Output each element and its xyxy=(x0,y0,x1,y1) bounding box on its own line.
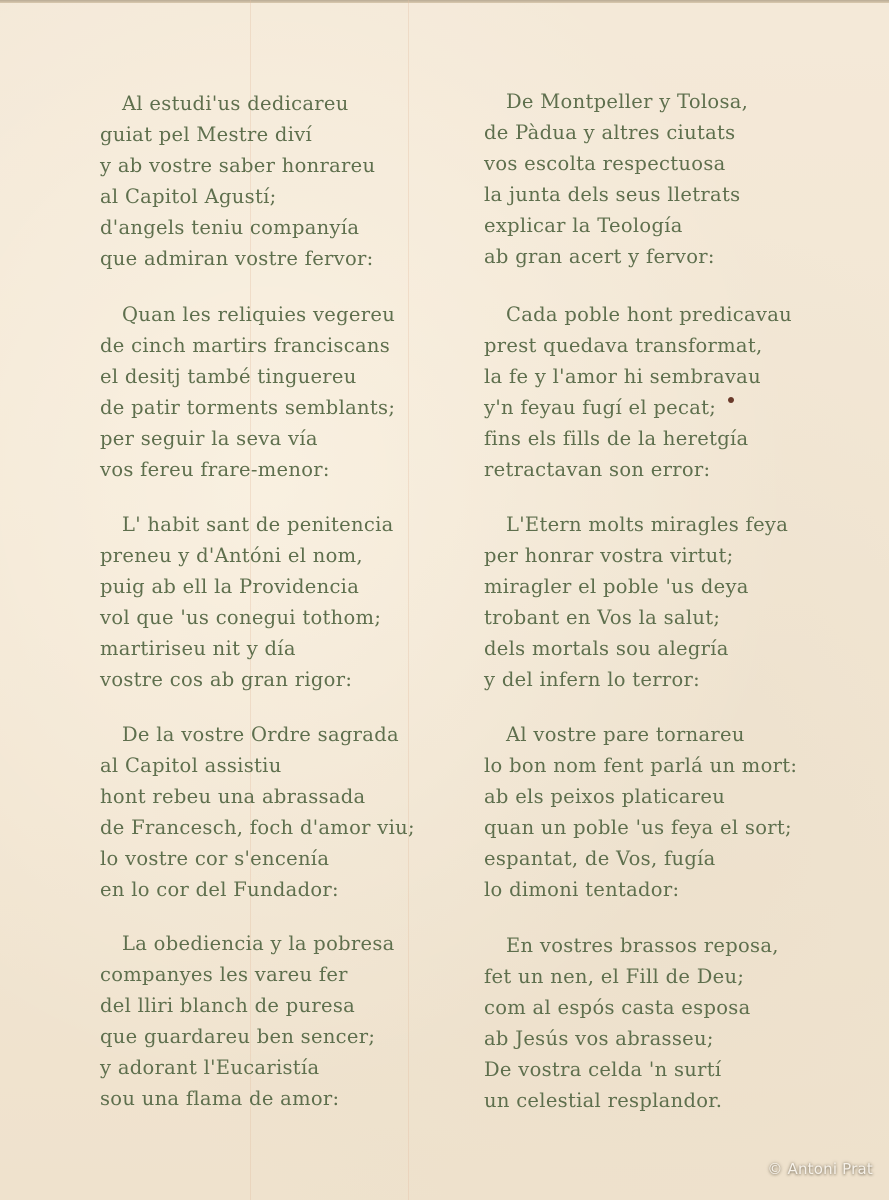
verse-line: miragler el poble 'us deya xyxy=(484,575,749,598)
verse-line: un celestial resplandor. xyxy=(484,1089,723,1112)
verse-line: ab els peixos platicareu xyxy=(484,785,726,808)
verse-line: companyes les vareu fer xyxy=(100,963,348,986)
verse-line: vos escolta respectuosa xyxy=(484,152,726,175)
verse-line: De la vostre Ordre sagrada xyxy=(122,723,399,746)
verse-line: vos fereu frare-menor: xyxy=(100,458,330,481)
verse-line: lo bon nom fent parlá un mort: xyxy=(484,754,798,777)
verse-line: prest quedava transformat, xyxy=(484,334,763,357)
verse-line: explicar la Teología xyxy=(484,214,683,237)
stanza xyxy=(484,509,864,695)
verse-line: puig ab ell la Providencia xyxy=(100,575,360,598)
verse-line: que admiran vostre fervor: xyxy=(100,247,374,270)
verse-line: Al vostre pare tornareu xyxy=(506,723,745,746)
verse-line: De vostra celda 'n surtí xyxy=(484,1058,722,1081)
verse-line: En vostres brassos reposa, xyxy=(506,934,779,957)
verse-line: la fe y l'amor hi sembravau xyxy=(484,365,761,388)
stanza xyxy=(484,299,864,485)
verse-line: vostre cos ab gran rigor: xyxy=(100,668,353,691)
verse-line: d'angels teniu companyía xyxy=(100,216,360,239)
verse-line: preneu y d'Antóni el nom, xyxy=(100,544,363,567)
verse-line: La obediencia y la pobresa xyxy=(122,932,395,955)
verse-line: al Capitol assistiu xyxy=(100,754,282,777)
verse-line: sou una flama de amor: xyxy=(100,1087,340,1110)
verse-line: y adorant l'Eucaristía xyxy=(100,1056,320,1079)
verse-line: espantat, de Vos, fugía xyxy=(484,847,716,870)
stanza xyxy=(100,719,480,905)
verse-line: del lliri blanch de puresa xyxy=(100,994,356,1017)
verse-line: lo vostre cor s'encenía xyxy=(100,847,330,870)
verse-line: vol que 'us conegui tothom; xyxy=(100,606,382,629)
verse-line: fet un nen, el Fill de Deu; xyxy=(484,965,745,988)
verse-line: guiat pel Mestre diví xyxy=(100,123,313,146)
verse-line: ab Jesús vos abrasseu; xyxy=(484,1027,714,1050)
verse-line: lo dimoni tentador: xyxy=(484,878,680,901)
verse-line: quan un poble 'us feya el sort; xyxy=(484,816,792,839)
stanza xyxy=(484,930,864,1116)
verse-line: per seguir la seva vía xyxy=(100,427,318,450)
verse-line: de Pàdua y altres ciutats xyxy=(484,121,736,144)
verse-line: retractavan son error: xyxy=(484,458,711,481)
verse-line: hont rebeu una abrassada xyxy=(100,785,366,808)
stanza xyxy=(484,86,864,272)
verse-line: Quan les reliquies vegereu xyxy=(122,303,396,326)
verse-line: que guardareu ben sencer; xyxy=(100,1025,376,1048)
verse-line: y'n feyau fugí el pecat; xyxy=(484,396,717,419)
verse-line: de Francesch, foch d'amor viu; xyxy=(100,816,415,839)
verse-line: al Capitol Agustí; xyxy=(100,185,277,208)
ink-speck xyxy=(728,397,734,403)
verse-line: ab gran acert y fervor: xyxy=(484,245,715,268)
verse-line: L' habit sant de penitencia xyxy=(122,513,394,536)
verse-line: en lo cor del Fundador: xyxy=(100,878,339,901)
verse-line: el desitj també tinguereu xyxy=(100,365,357,388)
stanza xyxy=(100,299,480,485)
verse-line: martiriseu nit y día xyxy=(100,637,296,660)
verse-line: trobant en Vos la salut; xyxy=(484,606,721,629)
verse-line: per honrar vostra virtut; xyxy=(484,544,734,567)
verse-line: Al estudi'us dedicareu xyxy=(122,92,349,115)
verse-line: L'Etern molts miragles feya xyxy=(506,513,789,536)
verse-line: De Montpeller y Tolosa, xyxy=(506,90,749,113)
copyright-watermark: © Antoni Prat xyxy=(767,1160,873,1178)
verse-line: Cada poble hont predicavau xyxy=(506,303,793,326)
verse-line: com al espós casta esposa xyxy=(484,996,751,1019)
stanza xyxy=(100,928,480,1114)
stanza xyxy=(100,509,480,695)
verse-line: la junta dels seus lletrats xyxy=(484,183,741,206)
stanza xyxy=(484,719,864,905)
verse-line: y ab vostre saber honrareu xyxy=(100,154,376,177)
stanza xyxy=(100,88,480,274)
verse-line: y del infern lo terror: xyxy=(484,668,701,691)
page-top-edge xyxy=(0,0,889,3)
verse-line: de cinch martirs franciscans xyxy=(100,334,391,357)
verse-line: de patir torments semblants; xyxy=(100,396,396,419)
verse-line: fins els fills de la heretgía xyxy=(484,427,749,450)
verse-line: dels mortals sou alegría xyxy=(484,637,729,660)
